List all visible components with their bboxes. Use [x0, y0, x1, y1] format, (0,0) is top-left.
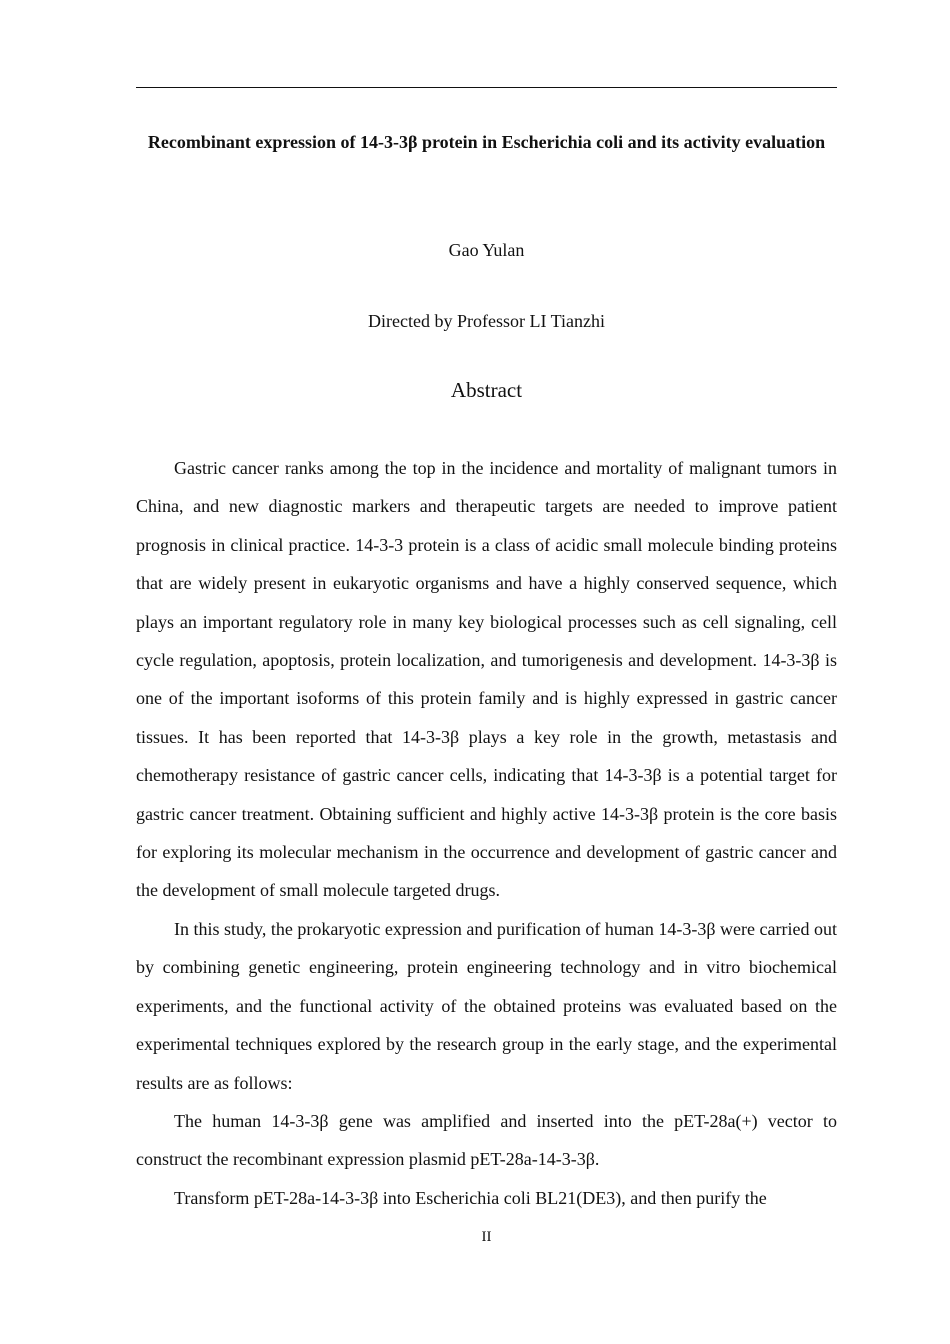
header-rule: [136, 87, 837, 88]
page-number: II: [481, 1229, 492, 1245]
supervisor-line: Directed by Professor LI Tianzhi: [368, 311, 605, 331]
thesis-title: Recombinant expression of 14-3-3β protein in Escherichia coli and its activity evaluation: [147, 132, 826, 152]
abstract-heading: Abstract: [450, 378, 523, 402]
abstract-paragraph-2: In this study, the prokaryotic expression and purification of human 14-3-3β were carried out by combining genetic engineering, protein engineering technology and in vitro biochemical experiments, and the functional activity of the obtained proteins was evaluated based on the experimental techniques explored by the research group in the early stage, and the experimental results are as follows:: [136, 918, 837, 1093]
abstract-body: [136, 449, 837, 1217]
abstract-paragraph-4: Transform pET-28a-14-3-3β into Escherichia coli BL21(DE3), and then purify the: [174, 1187, 767, 1208]
abstract-paragraph-1: Gastric cancer ranks among the top in the incidence and mortality of malignant tumors in China, and new diagnostic markers and therapeutic targets are needed to improve patient prognosis in clinical practice. 14-3-3 protein is a class of acidic small molecule binding proteins that are widely present in eukaryotic organisms and have a highly conserved sequence, which plays an important regulatory role in many key biological processes such as cell signaling, cell cycle regulation, apoptosis, protein localization, and tumorigenesis and development. 14-3-3β is one of the important isoforms of this protein family and is highly expressed in gastric cancer tissues. It has been reported that 14-3-3β plays a key role in the growth, metastasis and chemotherapy resistance of gastric cancer cells, indicating that 14-3-3β is a potential target for gastric cancer treatment. Obtaining sufficient and highly active 14-3-3β protein is the core basis for exploring its molecular mechanism in the occurrence and development of gastric cancer and the development of small molecule targeted drugs.: [136, 458, 837, 901]
author-name: Gao Yulan: [448, 240, 525, 260]
abstract-paragraph-3: The human 14-3-3β gene was amplified and inserted into the pET-28a(+) vector to construct the recombinant expression plasmid pET-28a-14-3-3β.: [136, 1110, 837, 1170]
